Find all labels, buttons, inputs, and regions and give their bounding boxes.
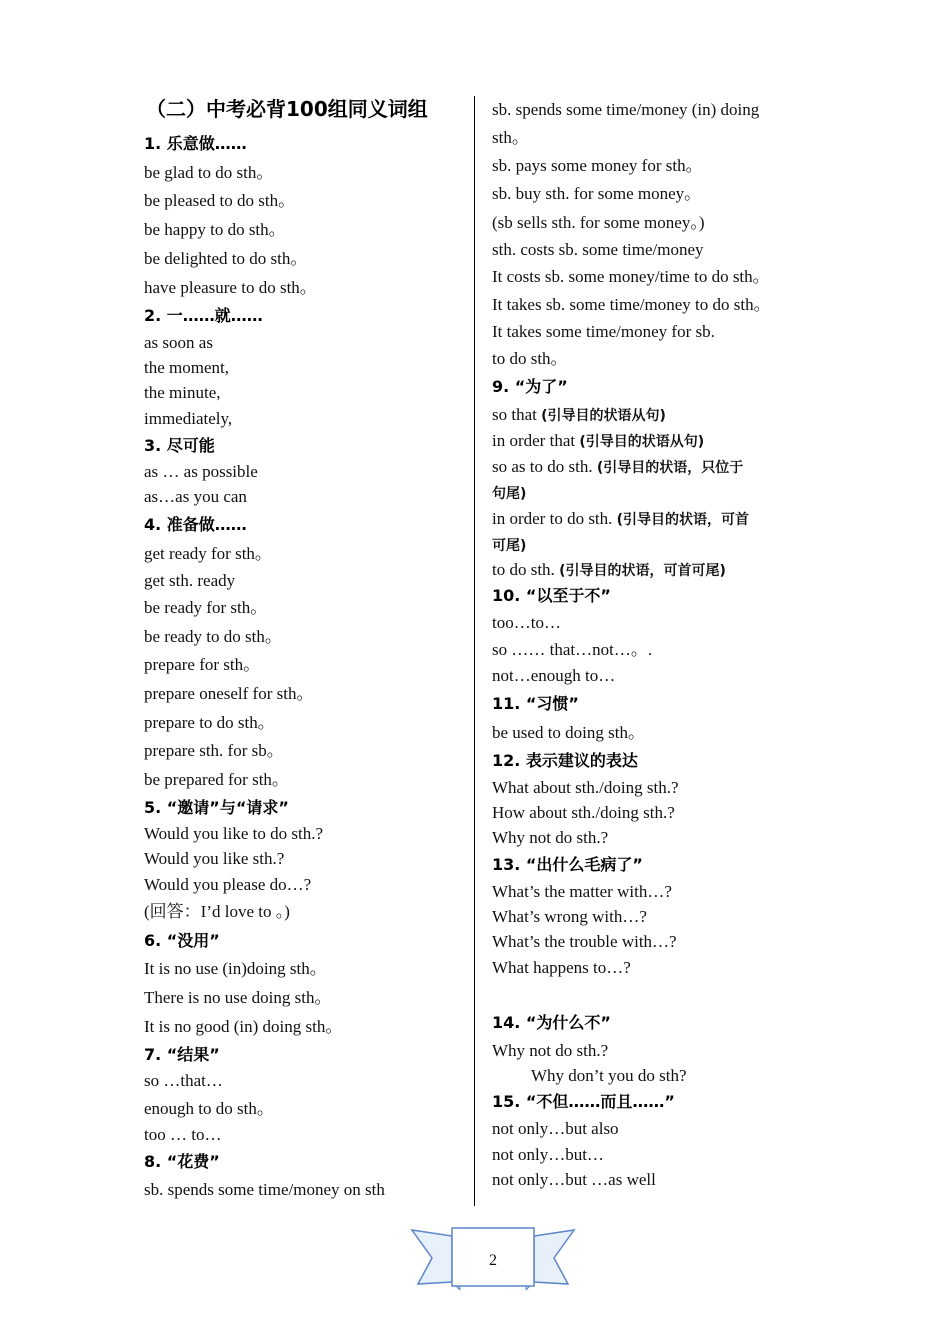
- phrase: Why don’t you do sth?: [531, 1066, 687, 1085]
- section-heading-3: 3. 尽可能: [144, 436, 215, 455]
- phrase-with-note: [492, 405, 666, 426]
- phrase: immediately,: [144, 409, 233, 428]
- phrase: enough to do sth。: [144, 1099, 274, 1118]
- phrase: What’s the matter with…?: [492, 882, 672, 901]
- phrase: get sth. ready: [144, 571, 236, 590]
- phrase: Why not do sth.?: [492, 1041, 609, 1060]
- phrase: sb. spends some time/money (in) doing: [492, 100, 760, 119]
- phrase: It takes sb. some time/money to do sth。: [492, 295, 771, 314]
- phrase: be delighted to do sth。: [144, 249, 308, 268]
- grammar-note: 句尾): [492, 486, 527, 502]
- phrase: sb. buy sth. for some money。: [492, 184, 702, 203]
- phrase: What happens to…?: [492, 958, 631, 977]
- phrase: What’s the trouble with…?: [492, 932, 677, 951]
- grammar-note: (引导目的状语从句): [541, 408, 666, 424]
- phrase-with-note: [492, 560, 726, 581]
- grammar-note: (引导目的状语，可首可尾): [559, 563, 726, 579]
- phrase: be happy to do sth。: [144, 220, 286, 239]
- phrase-en: in order that: [492, 431, 580, 450]
- column-divider: [474, 96, 475, 1206]
- phrase: sb. pays some money for sth。: [492, 156, 703, 175]
- phrase: sth。: [492, 128, 529, 147]
- phrase: Why not do sth.?: [492, 828, 609, 847]
- section-heading-9: 9. “为了”: [492, 377, 568, 396]
- phrase: It is no good (in) doing sth。: [144, 1017, 343, 1036]
- section-heading-6: 6. “没用”: [144, 931, 220, 950]
- phrase: It takes some time/money for sb.: [492, 322, 715, 341]
- phrase: so …that…: [144, 1071, 223, 1090]
- phrase: not only…but…: [492, 1145, 604, 1164]
- section-heading-7: 7. “结果”: [144, 1045, 220, 1064]
- phrase: (回答：I’d love to 。): [144, 902, 290, 921]
- phrase: be used to doing sth。: [492, 723, 645, 742]
- phrase: Would you like sth.?: [144, 849, 285, 868]
- grammar-note: 可尾): [492, 538, 527, 554]
- phrase: What’s wrong with…?: [492, 907, 647, 926]
- section-heading-15: 15. “不但……而且……”: [492, 1092, 675, 1111]
- phrase-en: in order to do sth.: [492, 509, 617, 528]
- phrase: be prepared for sth。: [144, 770, 289, 789]
- grammar-note: (引导目的状语，只位于: [596, 460, 744, 476]
- phrase-with-note: [492, 509, 749, 530]
- phrase: as … as possible: [144, 462, 258, 481]
- phrase: the minute,: [144, 383, 221, 402]
- phrase-with-note: [492, 483, 526, 504]
- section-heading-8: 8. “花费”: [144, 1152, 220, 1171]
- section-heading-14: 14. “为什么不”: [492, 1013, 611, 1032]
- grammar-note: (引导目的状语，可首: [616, 512, 750, 528]
- phrase: sb. spends some time/money on sth: [144, 1180, 385, 1199]
- phrase-en: so as to do sth.: [492, 457, 597, 476]
- section-heading-2: 2. 一……就……: [144, 306, 263, 325]
- phrase: It costs sb. some money/time to do sth。: [492, 267, 770, 286]
- phrase: as soon as: [144, 333, 213, 352]
- phrase: be ready to do sth。: [144, 627, 282, 646]
- grammar-note: (引导目的状语从句): [579, 434, 705, 450]
- phrase: sth. costs sb. some time/money: [492, 240, 704, 259]
- phrase: It is no use (in)doing sth。: [144, 959, 327, 978]
- phrase: have pleasure to do sth。: [144, 278, 317, 297]
- phrase: be ready for sth。: [144, 598, 268, 617]
- phrase-en: to do sth.: [492, 560, 560, 579]
- phrase: not only…but also: [492, 1119, 619, 1138]
- phrase: so …… that…not…。.: [492, 640, 653, 659]
- page-number: 2: [489, 1252, 497, 1269]
- section-heading-4: 4. 准备做……: [144, 515, 247, 534]
- section-heading-1: 1. 乐意做……: [144, 134, 247, 153]
- phrase: Would you please do…?: [144, 875, 312, 894]
- phrase: be pleased to do sth。: [144, 191, 296, 210]
- phrase: get ready for sth。: [144, 544, 272, 563]
- phrase: be glad to do sth。: [144, 163, 274, 182]
- section-heading-5: 5. “邀请”与“请求”: [144, 798, 289, 817]
- phrase: Would you like to do sth.?: [144, 824, 324, 843]
- phrase: not…enough to…: [492, 666, 616, 685]
- section-heading-13: 13. “出什么毛病了”: [492, 855, 643, 874]
- section-heading-12: 12. 表示建议的表达: [492, 751, 638, 770]
- phrase: too…to…: [492, 613, 561, 632]
- phrase: to do sth。: [492, 349, 568, 368]
- phrase: prepare sth. for sb。: [144, 741, 284, 760]
- phrase-with-note: [492, 457, 743, 478]
- section-heading-11: 11. “习惯”: [492, 694, 579, 713]
- phrase-en: so that: [492, 405, 542, 424]
- page-title: （二）中考必背100组同义词组: [146, 97, 428, 121]
- phrase: the moment,: [144, 358, 229, 377]
- phrase-with-note: [492, 431, 704, 452]
- phrase: There is no use doing sth。: [144, 988, 332, 1007]
- phrase: How about sth./doing sth.?: [492, 803, 675, 822]
- phrase: as…as you can: [144, 487, 247, 506]
- phrase: too … to…: [144, 1125, 222, 1144]
- phrase: prepare to do sth。: [144, 713, 275, 732]
- phrase-with-note: [492, 535, 526, 556]
- phrase: prepare oneself for sth。: [144, 684, 314, 703]
- phrase: What about sth./doing sth.?: [492, 778, 679, 797]
- phrase: (sb sells sth. for some money。): [492, 213, 705, 232]
- phrase: not only…but …as well: [492, 1170, 656, 1189]
- phrase: prepare for sth。: [144, 655, 261, 674]
- section-heading-10: 10. “以至于不”: [492, 586, 611, 605]
